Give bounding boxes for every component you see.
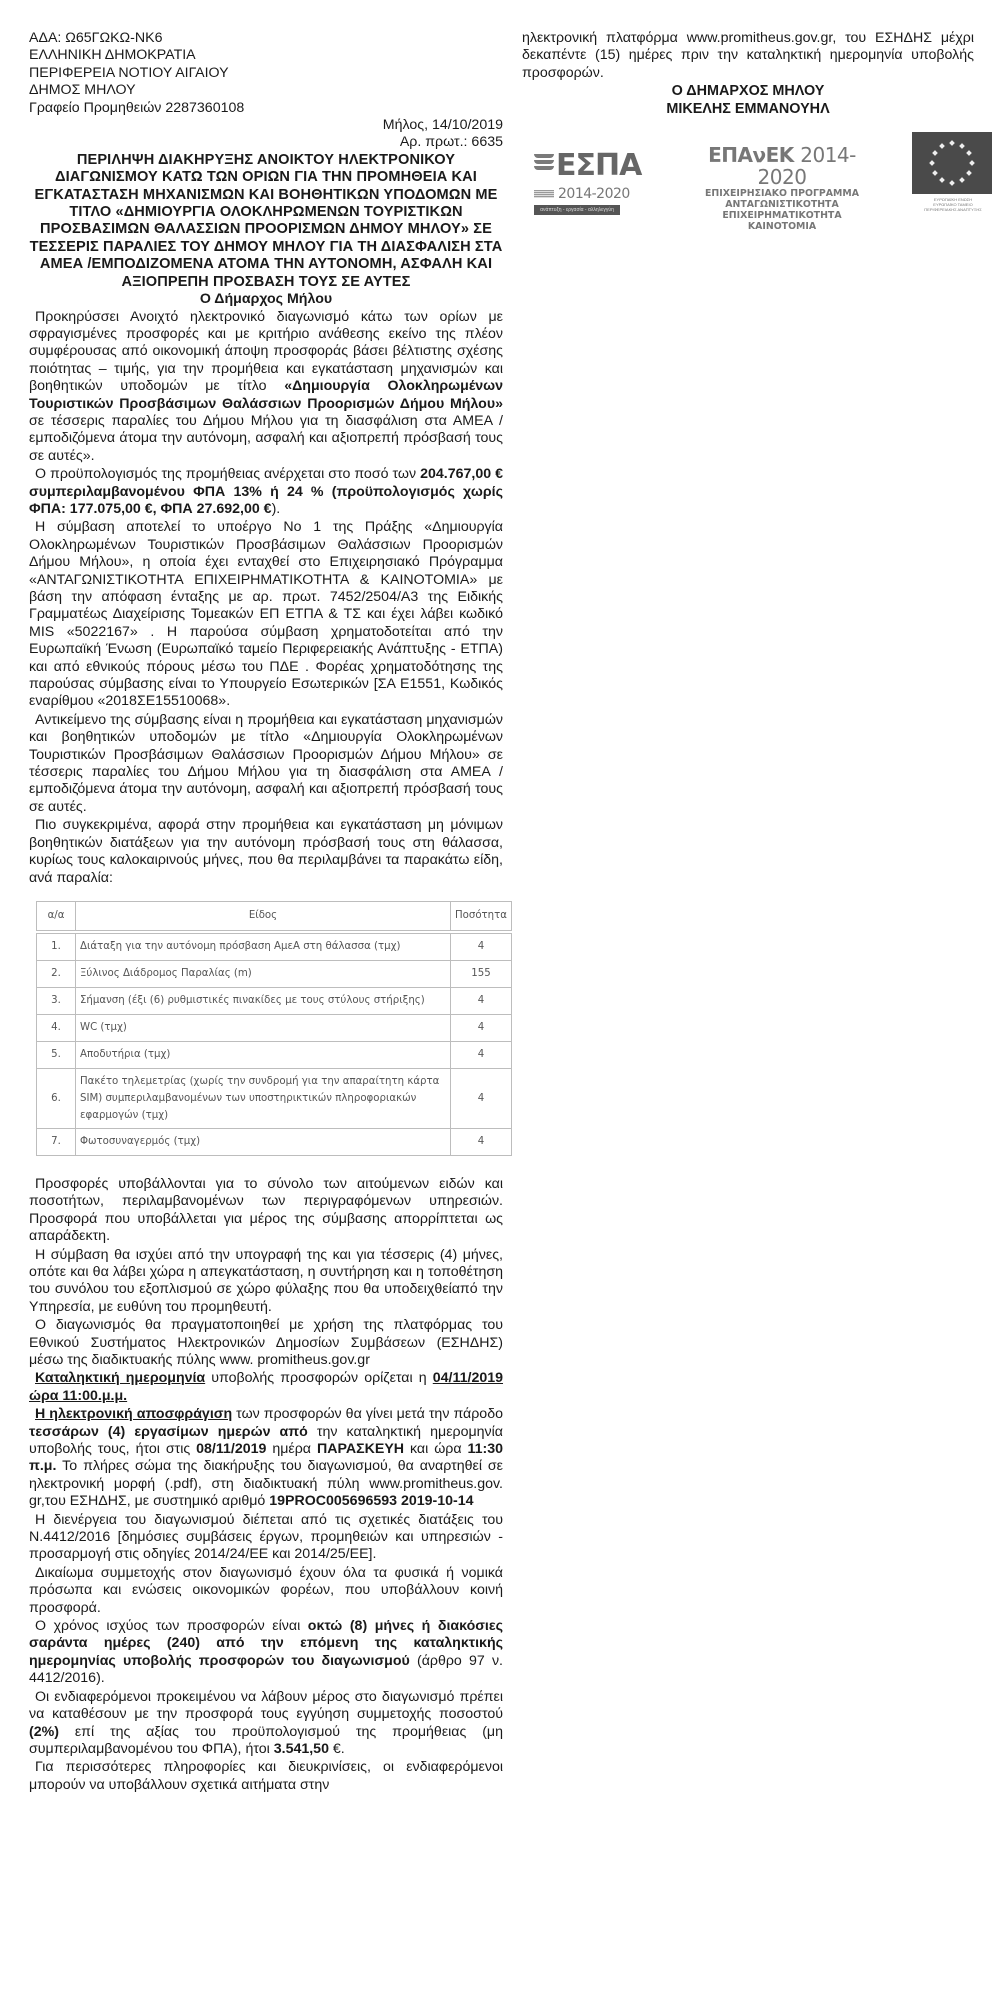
- eu-star-icon: [932, 170, 938, 176]
- eu-star-icon: [959, 177, 965, 183]
- cell-num: 4.: [37, 1014, 76, 1041]
- text: επί της αξίας του προϋπολογισμού της προμήθειας (μη συμπεριλαμβανομένου του ΦΠΑ), ήτοι: [29, 1723, 503, 1757]
- cell-item: Φωτοσυναγερμός (τμχ): [76, 1128, 451, 1155]
- cell-item: WC (τμχ): [76, 1014, 451, 1041]
- municipality-name: ΔΗΜΟΣ ΜΗΛΟΥ: [29, 82, 136, 99]
- epanek-line: ΚΑΙΝΟΤΟΜΙΑ: [747, 221, 817, 232]
- table-row: [37, 1014, 512, 1041]
- paragraph-eligibility: Δικαίωμα συμμετοχής στον διαγωνισμό έχουν όλα τα φυσικά ή νομικά πρόσωπα και ενώσεις οικονομικών φορέων, που υποβάλλουν κοινή προσφορά.: [29, 1564, 503, 1616]
- epanek-years: 2014-2020: [757, 143, 856, 189]
- country-name: ΕΛΛΗΝΙΚΗ ΔΗΜΟΚΡΑΤΙΑ: [29, 47, 196, 64]
- text: Προκηρύσσει Ανοιχτό ηλεκτρονικό διαγωνισμό κάτω των ορίων με σφραγισμένες προσφορές και με κριτήριο ανάθεσης εκείνο της πλέον συμφέρουσας από οικονομική άποψη προσφοράς βάσει βέλτιστης σχέσης ποιότητας – τιμής, για την προμήθεια και εγκατάσταση μηχανισμών και βοηθητικών υποδομών με τίτλο: [29, 308, 503, 395]
- epanek-title: [697, 144, 867, 188]
- cell-item: Σήμανση (έξι (6) ρυθμιστικές πινακίδες με τους στύλους στήριξης): [76, 987, 451, 1014]
- paragraph-specifics: Πιο συγκεκριμένα, αφορά στην προμήθεια και εγκατάσταση μη μόνιμων βοηθητικών διατάξεων για την αυτόνομη πρόσβασή τους στη θάλασσα, κυρίως τους καλοκαιρινούς μήνες, που θα περιλαμβάνει τα παρακάτω είδη, ανά παραλία:: [29, 817, 503, 886]
- office-phone: Γραφείο Προμηθειών 2287360108: [29, 99, 245, 116]
- text: ).: [271, 500, 281, 517]
- eu-star-icon: [969, 160, 975, 166]
- greek-flag-icon: [534, 190, 554, 198]
- cell-num: 2.: [37, 960, 76, 987]
- text: των προσφορών θα γίνει μετά την πάροδο: [232, 1406, 503, 1423]
- place-date: Μήλος, 14/10/2019: [382, 117, 503, 134]
- header-num: α/α: [37, 901, 76, 930]
- eu-star-icon: [939, 177, 945, 183]
- epanek-logo: [697, 144, 867, 232]
- text: (άρθρο 97 ν. 4412/2016).: [29, 1652, 503, 1687]
- text: την καταληκτική ημερομηνία υποβολής τους, ήτοι στις: [29, 1423, 504, 1457]
- paragraph-legal: Η διενέργεια του διαγωνισμού διέπεται από τις σχετικές διατάξεις του Ν.4412/2016 [δημόσιες συμβάσεις έργων, προμηθειών και υπηρεσιών - προσαρμογή στις οδηγίες 2014/24/ΕΕ και 2014/25/ΕΕ].: [29, 1511, 503, 1563]
- espa-tagline: ανάπτυξη - εργασία - αλληλεγγύη: [534, 205, 620, 215]
- paragraph-budget: [29, 466, 503, 518]
- espa-name: ΕΣΠΑ: [556, 148, 642, 183]
- eu-caption-line: ΕΥΡΩΠΑΪΚΗ ΕΝΩΣΗ: [933, 197, 973, 202]
- cell-item: Ξύλινος Διάδρομος Παραλίας (m): [76, 960, 451, 987]
- notice-title: ΠΕΡΙΛΗΨΗ ΔΙΑΚΗΡΥΞΗΣ ΑΝΟΙΚΤΟΥ ΗΛΕΚΤΡΟΝΙΚΟΥ ΔΙΑΓΩΝΙΣΜΟΥ ΚΑΤΩ ΤΩΝ ΟΡΙΩΝ ΓΙΑ ΤΗΝ ΠΡΟΜΗΘΕΙΑ ΚΑΙ ΕΓΚΑΤΑΣΤΑΣΗ ΜΗΧΑΝΙΣΜΩΝ ΚΑΙ ΒΟΗΘΗΤΙΚΩΝ ΥΠΟΔΟΜΩΝ ΜΕ ΤΙΤΛΟ «ΔΗΜΙΟΥΡΓΙΑ ΟΛΟΚΛΗΡΩΜΕΝΩΝ ΤΟΥΡΙΣΤΙΚΩΝ ΠΡΟΣΒΑΣΙΜΩΝ ΘΑΛΑΣΣΙΩΝ ΠΡΟΟΡΙΣΜΩΝ ΔΗΜΟΥ ΜΗΛΟΥ» ΣΕ ΤΕΣΣΕΡΙΣ ΠΑΡΑΛΙΕΣ ΤΟΥ ΔΗΜΟΥ ΜΗΛΟΥ ΓΙΑ ΤΗ ΔΙΑΣΦΑΛΙΣΗ ΣΤΑ ΑΜΕΑ /ΕΜΠΟΔΙΖΟΜΕΝΑ ΑΤΟΜΑ ΤΗΝ ΑΥΤΟΝΟΜΗ, ΑΣΦΑΛΗ ΚΑΙ ΑΞΙΟΠΡΕΠΗ ΠΡΟΣΒΑΣΗ ΤΟΥΣ ΣΕ ΑΥΤΕΣ: [29, 151, 503, 290]
- paragraph-guarantee: [29, 1689, 503, 1759]
- text: υποβολής προσφορών ορίζεται η: [205, 1370, 433, 1387]
- eu-caption-line: ΕΥΡΩΠΑΪΚΟ ΤΑΜΕΙΟ: [933, 202, 973, 207]
- paragraph-info-continued: ηλεκτρονική πλατφόρμα www.promitheus.gov.gr, του ΕΣΗΔΗΣ μέχρι δεκαπέντε (15) ημέρες πριν την καταληκτική ημερομηνία υποβολής προσφορών.: [522, 30, 974, 81]
- epanek-name: ΕΠΑνΕΚ: [708, 143, 794, 167]
- guarantee-percent: (2%): [29, 1723, 59, 1740]
- cell-item: Διάταξη για την αυτόνομη πρόσβαση ΑμεΑ στη θάλασσα (τμχ): [76, 933, 451, 960]
- epanek-line: ΕΠΙΧΕΙΡΗΣΙΑΚΟ ΠΡΟΓΡΑΜΜΑ: [705, 188, 859, 199]
- cell-qty: 4: [450, 1068, 511, 1128]
- text: ημέρα: [266, 1441, 317, 1457]
- text: Το πλήρες σώμα της διακήρυξης του διαγωνισμού, θα αναρτηθεί σε ηλεκτρονική μορφή (.pdf), στη διαδικτυακή πύλη www.promitheus.gov. gr,του ΕΣΗΔΗΣ, με συστημικό αριθμό: [29, 1458, 503, 1510]
- cell-num: 6.: [37, 1068, 76, 1128]
- epanek-line: ΑΝΤΑΓΩΝΙΣΤΙΚΟΤΗΤΑ: [725, 199, 839, 210]
- text: σε τέσσερις παραλίες του Δήμου Μήλου για τη διασφάλιση στα ΑΜΕΑ /εμποδιζόμενα άτομα την αυτόνομη, ασφαλή και αξιοπρεπή πρόσβασή τους σε αυτές».: [29, 412, 503, 464]
- table-row: [37, 960, 512, 987]
- deadline-label: Καταληκτική ημερομηνία: [35, 1370, 206, 1387]
- eu-star-icon: [949, 180, 955, 186]
- espa-waves-icon: [534, 154, 554, 178]
- text-bold: τεσσάρων (4) εργασίμων ημερών από: [29, 1423, 308, 1440]
- cell-qty: 4: [450, 1014, 511, 1041]
- protocol-number: Αρ. πρωτ.: 6635: [399, 134, 503, 151]
- cell-num: 5.: [37, 1041, 76, 1068]
- cell-num: 7.: [37, 1128, 76, 1155]
- espa-logo: [532, 142, 642, 222]
- table-header-row: [37, 901, 512, 930]
- region-name: ΠΕΡΙΦΕΡΕΙΑ ΝΟΤΙΟΥ ΑΙΓΑΙΟΥ: [29, 64, 229, 81]
- table-row: [37, 987, 512, 1014]
- left-column: [29, 30, 507, 1795]
- eu-caption: [912, 197, 994, 212]
- cell-qty: 4: [450, 933, 511, 960]
- system-number: 19PROC005696593 2019-10-14: [269, 1493, 474, 1510]
- table-row: [37, 1041, 512, 1068]
- right-column: [522, 30, 974, 118]
- opening-label: Η ηλεκτρονική αποσφράγιση: [35, 1406, 233, 1423]
- eu-star-icon: [966, 150, 972, 156]
- table-gap: [29, 1156, 503, 1176]
- eu-star-icon: [966, 170, 972, 176]
- items-table: [36, 901, 512, 1156]
- paragraph-duration: Η σύμβαση θα ισχύει από την υπογραφή της και για τέσσερις (4) μήνες, οπότε και θα λάβει χώρα η απεγκατάσταση, η συντήρηση και η τοποθέτηση του συνόλου του εξοπλισμού σε χώρο φύλαξης που θα υποδειχθείαπό την Υπηρεσία, με ευθύνη του προμηθευτή.: [29, 1246, 503, 1315]
- deadline-date: 04/11/2019 ώρα 11:00.μ.μ.: [29, 1370, 504, 1404]
- paragraph-funding: Η σύμβαση αποτελεί το υποέργο Νο 1 της Πράξης «Δημιουργία Ολοκληρωμένων Τουριστικών Προσβάσιμων Θαλάσσιων Προορισμών Δήμου Μήλου», η οποία έχει ενταχθεί στο Επιχειρησιακό Πρόγραμμα «ΑΝΤΑΓΩΝΙΣΤΙΚΟΤΗΤΑ ΕΠΙΧΕΙΡΗΜΑΤΙΚΟΤΗΤΑ & ΚΑΙΝΟΤΟΜΙΑ» με βάση την απόφαση ένταξης με αρ. πρωτ. 7452/2504/Α3 της Ειδικής Γραμματέως Διαχείρισης Τομεακών ΕΠ ΕΤΠΑ & ΤΣ και έχει λάβει κωδικό MIS «5022167» . Η παρούσα σύμβαση χρηματοδοτείται από την Ευρωπαϊκή Ένωση (Ευρωπαϊκό ταμείο Περιφερειακής Ανάπτυξης - ΕΤΠΑ) και από εθνικούς πόρους μέσω του ΠΔΕ . Φορέας χρηματοδότησης της παρούσας σύμβασης είναι το Υπουργείο Εσωτερικών [ΣΑ Ε1551, Κωδικός εναρίθμου «2018ΣΕ15510068».: [29, 519, 503, 710]
- cell-qty: 4: [450, 1041, 511, 1068]
- paragraph-info: Για περισσότερες πληροφορίες και διευκρινίσεις, οι ενδιαφερόμενοι μπορούν να υποβάλλουν σχετικά αιτήματα στην: [29, 1759, 503, 1793]
- ada-code: ΑΔΑ: Ω65ΓΩΚΩ-ΝΚ6: [29, 30, 163, 46]
- project-title: «Δημιουργία Ολοκληρωμένων Τουριστικών Προσβάσιμων Θαλάσσιων Προορισμών Δήμου Μήλου»: [29, 378, 503, 412]
- cell-qty: 4: [450, 1128, 511, 1155]
- paragraph-platform: Ο διαγωνισμός θα πραγματοποιηθεί με χρήση της πλατφόρμας του Εθνικού Συστήματος Ηλεκτρονικών Δημοσίων Συμβάσεων (ΕΣΗΔΗΣ) μέσω της διαδικτυακής πύλης www. promitheus.gov.gr: [29, 1317, 503, 1368]
- logos-strip: [522, 130, 982, 232]
- budget-amount: 204.767,00 € συμπεριλαμβανομένου ΦΠΑ 13% ή 24 % (προϋπολογισμός χωρίς ΦΠΑ: 177.075,00 €, ΦΠΑ 27.692,00 €: [29, 466, 504, 517]
- eu-star-icon: [939, 143, 945, 149]
- eu-star-icon: [932, 150, 938, 156]
- guarantee-amount: 3.541,50: [273, 1740, 329, 1757]
- eu-flag-icon: [912, 132, 992, 194]
- notice-subtitle: Ο Δήμαρχος Μήλου: [199, 291, 333, 308]
- eu-logo: [912, 132, 994, 218]
- cell-num: 1.: [37, 933, 76, 960]
- cell-num: 3.: [37, 987, 76, 1014]
- cell-item: Αποδυτήρια (τμχ): [76, 1041, 451, 1068]
- table-row: [37, 933, 512, 960]
- cell-qty: 4: [450, 987, 511, 1014]
- epanek-line: ΕΠΙΧΕΙΡΗΜΑΤΙΚΟΤΗΤΑ: [722, 210, 842, 221]
- paragraph-offers: Προσφορές υποβάλλονται για το σύνολο των αιτούμενων ειδών και ποσοτήτων, περιλαμβανομένων των περιγραφόμενων υπηρεσιών. Προσφορά που υποβάλλεται για μέρος της σύμβασης απορρίπτεται ως απαράδεκτη.: [29, 1175, 503, 1245]
- opening-day: ΠΑΡΑΣΚΕΥΗ: [316, 1441, 405, 1457]
- text: Ο χρόνος ισχύος των προσφορών είναι: [35, 1618, 308, 1635]
- eu-star-icon: [959, 143, 965, 149]
- text: Ο προϋπολογισμός της προμήθειας ανέρχεται στο ποσό των: [35, 466, 421, 483]
- text: Οι ενδιαφερόμενοι προκειμένου να λάβουν μέρος στο διαγωνισμό πρέπει να καταθέσουν με την προσφορά τους εγγύηση συμμετοχής ποσοστού: [29, 1688, 503, 1723]
- paragraph-deadline: [29, 1370, 503, 1405]
- table-row: [37, 1068, 512, 1128]
- espa-years: 2014-2020: [558, 186, 630, 202]
- eu-star-icon: [949, 140, 955, 146]
- table-row: [37, 1128, 512, 1155]
- validity-period: οκτώ (8) μήνες ή διακόσιες σαράντα ημέρες (240) από την επόμενη της καταληκτικής ημερομηνίας υποβολής προσφορών του διαγωνισμού: [29, 1618, 503, 1669]
- signature-name: ΜΙΚΕΛΗΣ ΕΜΜΑΝΟΥΗΛ: [666, 100, 830, 117]
- opening-date: 08/11/2019: [196, 1441, 267, 1457]
- opening-time: 11:30 π.μ.: [29, 1441, 504, 1475]
- paragraph-opening: [29, 1406, 503, 1510]
- signature-role: Ο ΔΗΜΑΡΧΟΣ ΜΗΛΟΥ: [671, 83, 825, 100]
- paragraph-tender-intro: [29, 309, 503, 466]
- eu-star-icon: [929, 160, 935, 166]
- paragraph-validity: [29, 1618, 503, 1688]
- eu-caption-line: ΠΕΡΙΦΕΡΕΙΑΚΗΣ ΑΝΑΠΤΥΞΗΣ: [924, 207, 982, 212]
- cell-item: Πακέτο τηλεμετρίας (χωρίς την συνδρομή για την απαραίτητη κάρτα SIM) συμπεριλαμβανομένων των υποστηρικτικών πληροφοριακών εφαρμογών (τμχ): [76, 1068, 451, 1128]
- text: και ώρα: [404, 1441, 468, 1457]
- header-item: Είδος: [76, 901, 451, 930]
- text: €.: [328, 1740, 345, 1757]
- paragraph-subject: Αντικείμενο της σύμβασης είναι η προμήθεια και εγκατάσταση μηχανισμών και βοηθητικών υποδομών με τίτλο «Δημιουργία Ολοκληρωμένων Τουριστικών Προσβάσιμων Θαλάσσιων Προορισμών Δήμου Μήλου» σε τέσσερις παραλίες του Δήμου Μήλου για τη διασφάλιση στα ΑΜΕΑ / εμποδιζόμενα άτομα την αυτόνομη, ασφαλή και αξιοπρεπή πρόσβασή τους σε αυτές.: [29, 711, 503, 815]
- header-qty: Ποσότητα: [450, 901, 511, 930]
- cell-qty: 155: [450, 960, 511, 987]
